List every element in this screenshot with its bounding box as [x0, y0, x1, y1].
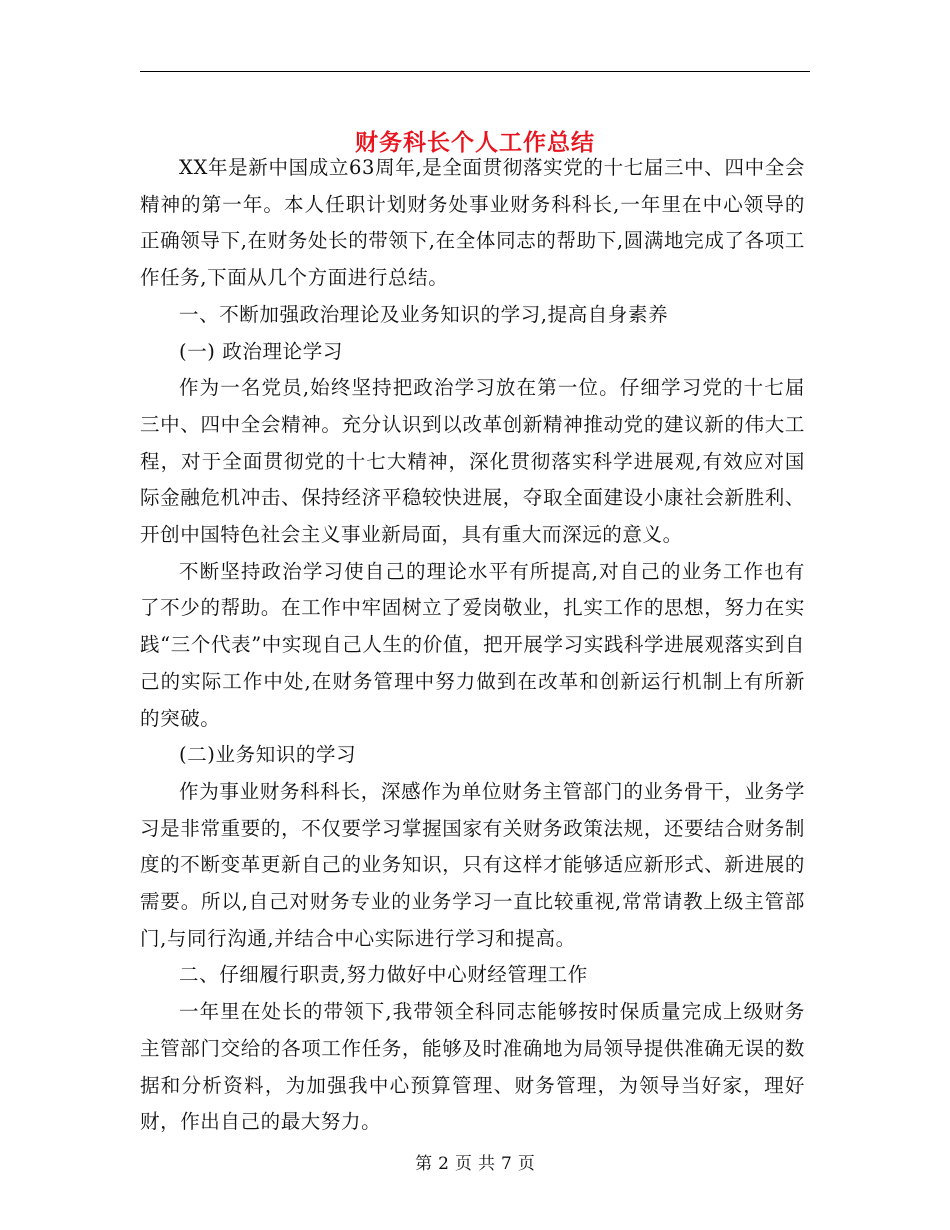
- footer-prefix: 第: [415, 1154, 433, 1174]
- header-rule: [140, 71, 810, 72]
- footer-page-word: 页: [455, 1154, 472, 1174]
- document-title: 财务科长个人工作总结: [355, 129, 595, 157]
- footer-suffix: 页: [517, 1154, 535, 1174]
- paragraph-duties: 一年里在处长的带领下,我带领全科同志能够按时保质量完成上级财务主管部门交给的各项工作任务，能够及时准确地为局领导提供准确无误的数据和分析资料，为加强我中心预算管理、财务管理，为领导当好家，理好财，作出自己的最大努力。: [140, 1000, 805, 1134]
- subsection-heading-2: (二)业务知识的学习: [179, 743, 357, 767]
- page-footer: [0, 1152, 950, 1176]
- paragraph-intro: XX年是新中国成立63周年,是全面贯彻落实党的十七届三中、四中全会精神的第一年。本人任职计划财务处事业财务科科长,一年里在中心领导的正确领导下,在财务处长的带领下,在全体同志的帮助下,圆满地完成了各项工作任务,下面从几个方面进行总结。: [140, 156, 805, 290]
- paragraph-business-study: 作为事业财务科科长，深感作为单位财务主管部门的业务骨干，业务学习是非常重要的，不仅要学习掌握国家有关财务政策法规，还要结合财务制度的不断变革更新自己的业务知识，只有这样才能够适应新形式、新进展的需要。所以,自己对财务专业的业务学习一直比较重视,常常请教上级主管部门,与同行沟通,并结合中心实际进行学习和提高。: [140, 779, 805, 950]
- subsection-heading-1: (一) 政治理论学习: [179, 339, 343, 363]
- paragraph-political-study: 作为一名党员,始终坚持把政治学习放在第一位。仔细学习党的十七届三中、四中全会精神。充分认识到以改革创新精神推动党的建议新的伟大工程，对于全面贯彻党的十七大精神，深化贯彻落实科学进展观,有效应对国际金融危机冲击、保持经济平稳较快进展，夺取全面建设小康社会新胜利、开创中国特色社会主义事业新局面，具有重大而深远的意义。: [140, 376, 805, 547]
- document-body: [140, 150, 805, 1141]
- footer-current-page: 2: [438, 1154, 449, 1174]
- section-heading-1: 一、不断加强政治理论及业务知识的学习,提高自身素养: [179, 302, 669, 326]
- footer-total-pages: 7: [501, 1154, 512, 1174]
- paragraph-study-benefit: 不断坚持政治学习使自己的理论水平有所提高,对自己的业务工作也有了不少的帮助。在工作中牢固树立了爱岗敬业，扎实工作的思想，努力在实践“三个代表”中实现自己人生的价值，把开展学习实践科学进展观落实到自己的实际工作中处,在财务管理中努力做到在改革和创新运行机制上有所新的突破。: [140, 559, 805, 730]
- section-heading-2: 二、仔细履行职责,努力做好中心财经管理工作: [179, 963, 588, 987]
- footer-total-word: 共: [478, 1154, 495, 1174]
